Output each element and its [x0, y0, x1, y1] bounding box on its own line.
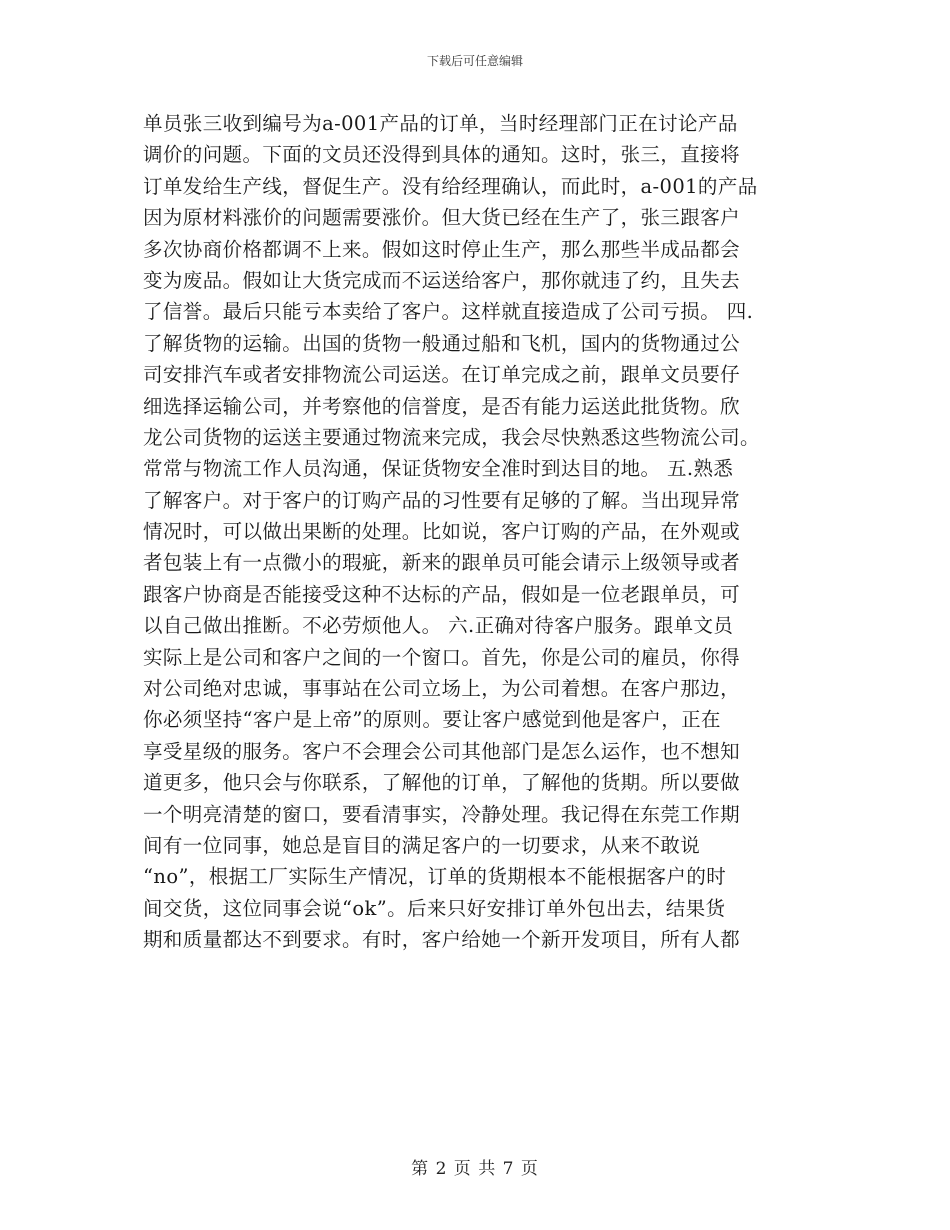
text-line: 以自己做出推断。不必劳烦他人。 六.正确对待客户服务。跟单文员 [143, 614, 734, 638]
text-line: 一个明亮清楚的窗口，要看清事实，冷静处理。我记得在东莞工作期 [143, 802, 741, 826]
text-line: 享受星级的服务。客户不会理会公司其他部门是怎么运作，也不想知 [143, 739, 741, 763]
text-line: 司安排汽车或者安排物流公司运送。在订单完成之前，跟单文员要仔 [143, 363, 741, 387]
text-line: 对公司绝对忠诚，事事站在公司立场上，为公司着想。在客户那边， [143, 677, 741, 701]
text-line: 常常与物流工作人员沟通，保证货物安全准时到达目的地。 五.熟悉 [143, 457, 734, 481]
text-line: 了解货物的运输。出国的货物一般通过船和飞机，国内的货物通过公 [143, 331, 741, 355]
text-line: 订单发给生产线，督促生产。没有给经理确认，而此时，a-001的产品 [143, 174, 758, 198]
text-line: 道更多，他只会与你联系，了解他的订单，了解他的货期。所以要做 [143, 771, 741, 795]
document-body [143, 108, 813, 956]
text-line: 多次协商价格都调不上来。假如这时停止生产，那么那些半成品都会 [143, 237, 741, 261]
text-line: 期和质量都达不到要求。有时，客户给她一个新开发项目，所有人都 [143, 928, 741, 952]
text-line: 龙公司货物的运送主要通过物流来完成，我会尽快熟悉这些物流公司。 [143, 425, 760, 449]
text-line: 间有一位同事，她总是盲目的满足客户的一切要求，从来不敢说 [143, 833, 701, 857]
text-line: 你必须坚持“客户是上帝”的原则。要让客户感觉到他是客户，正在 [143, 708, 721, 732]
text-line: 间交货，这位同事会说“ok”。后来只好安排订单外包出去，结果货 [143, 896, 726, 920]
text-line: 了解客户。对于客户的订购产品的习性要有足够的了解。当出现异常 [143, 488, 741, 512]
text-line: “no”，根据工厂实际生产情况，订单的货期根本不能根据客户的时 [143, 865, 727, 889]
text-line: 因为原材料涨价的问题需要涨价。但大货已经在生产了，张三跟客户 [143, 206, 741, 230]
page-number-footer: 第 2 页 共 7 页 [411, 1159, 539, 1179]
text-line: 单员张三收到编号为a-001产品的订单，当时经理部门正在讨论产品 [143, 112, 738, 135]
text-line: 调价的问题。下面的文员还没得到具体的通知。这时，张三，直接将 [143, 143, 741, 167]
page-header: 下载后可任意编辑 [426, 54, 523, 68]
text-line: 变为废品。假如让大货完成而不运送给客户，那你就违了约，且失去 [143, 268, 741, 292]
text-line: 实际上是公司和客户之间的一个窗口。首先，你是公司的雇员，你得 [143, 645, 741, 669]
text-line: 细选择运输公司，并考察他的信誉度，是否有能力运送此批货物。欣 [143, 394, 741, 418]
text-line: 者包装上有一点微小的瑕疵，新来的跟单员可能会请示上级领导或者 [143, 551, 741, 575]
text-line: 跟客户协商是否能接受这种不达标的产品，假如是一位老跟单员，可 [143, 582, 741, 606]
text-line: 情况时，可以做出果断的处理。比如说，客户订购的产品，在外观或 [143, 520, 741, 544]
text-line: 了信誉。最后只能亏本卖给了客户。这样就直接造成了公司亏损。 四. [143, 300, 754, 324]
